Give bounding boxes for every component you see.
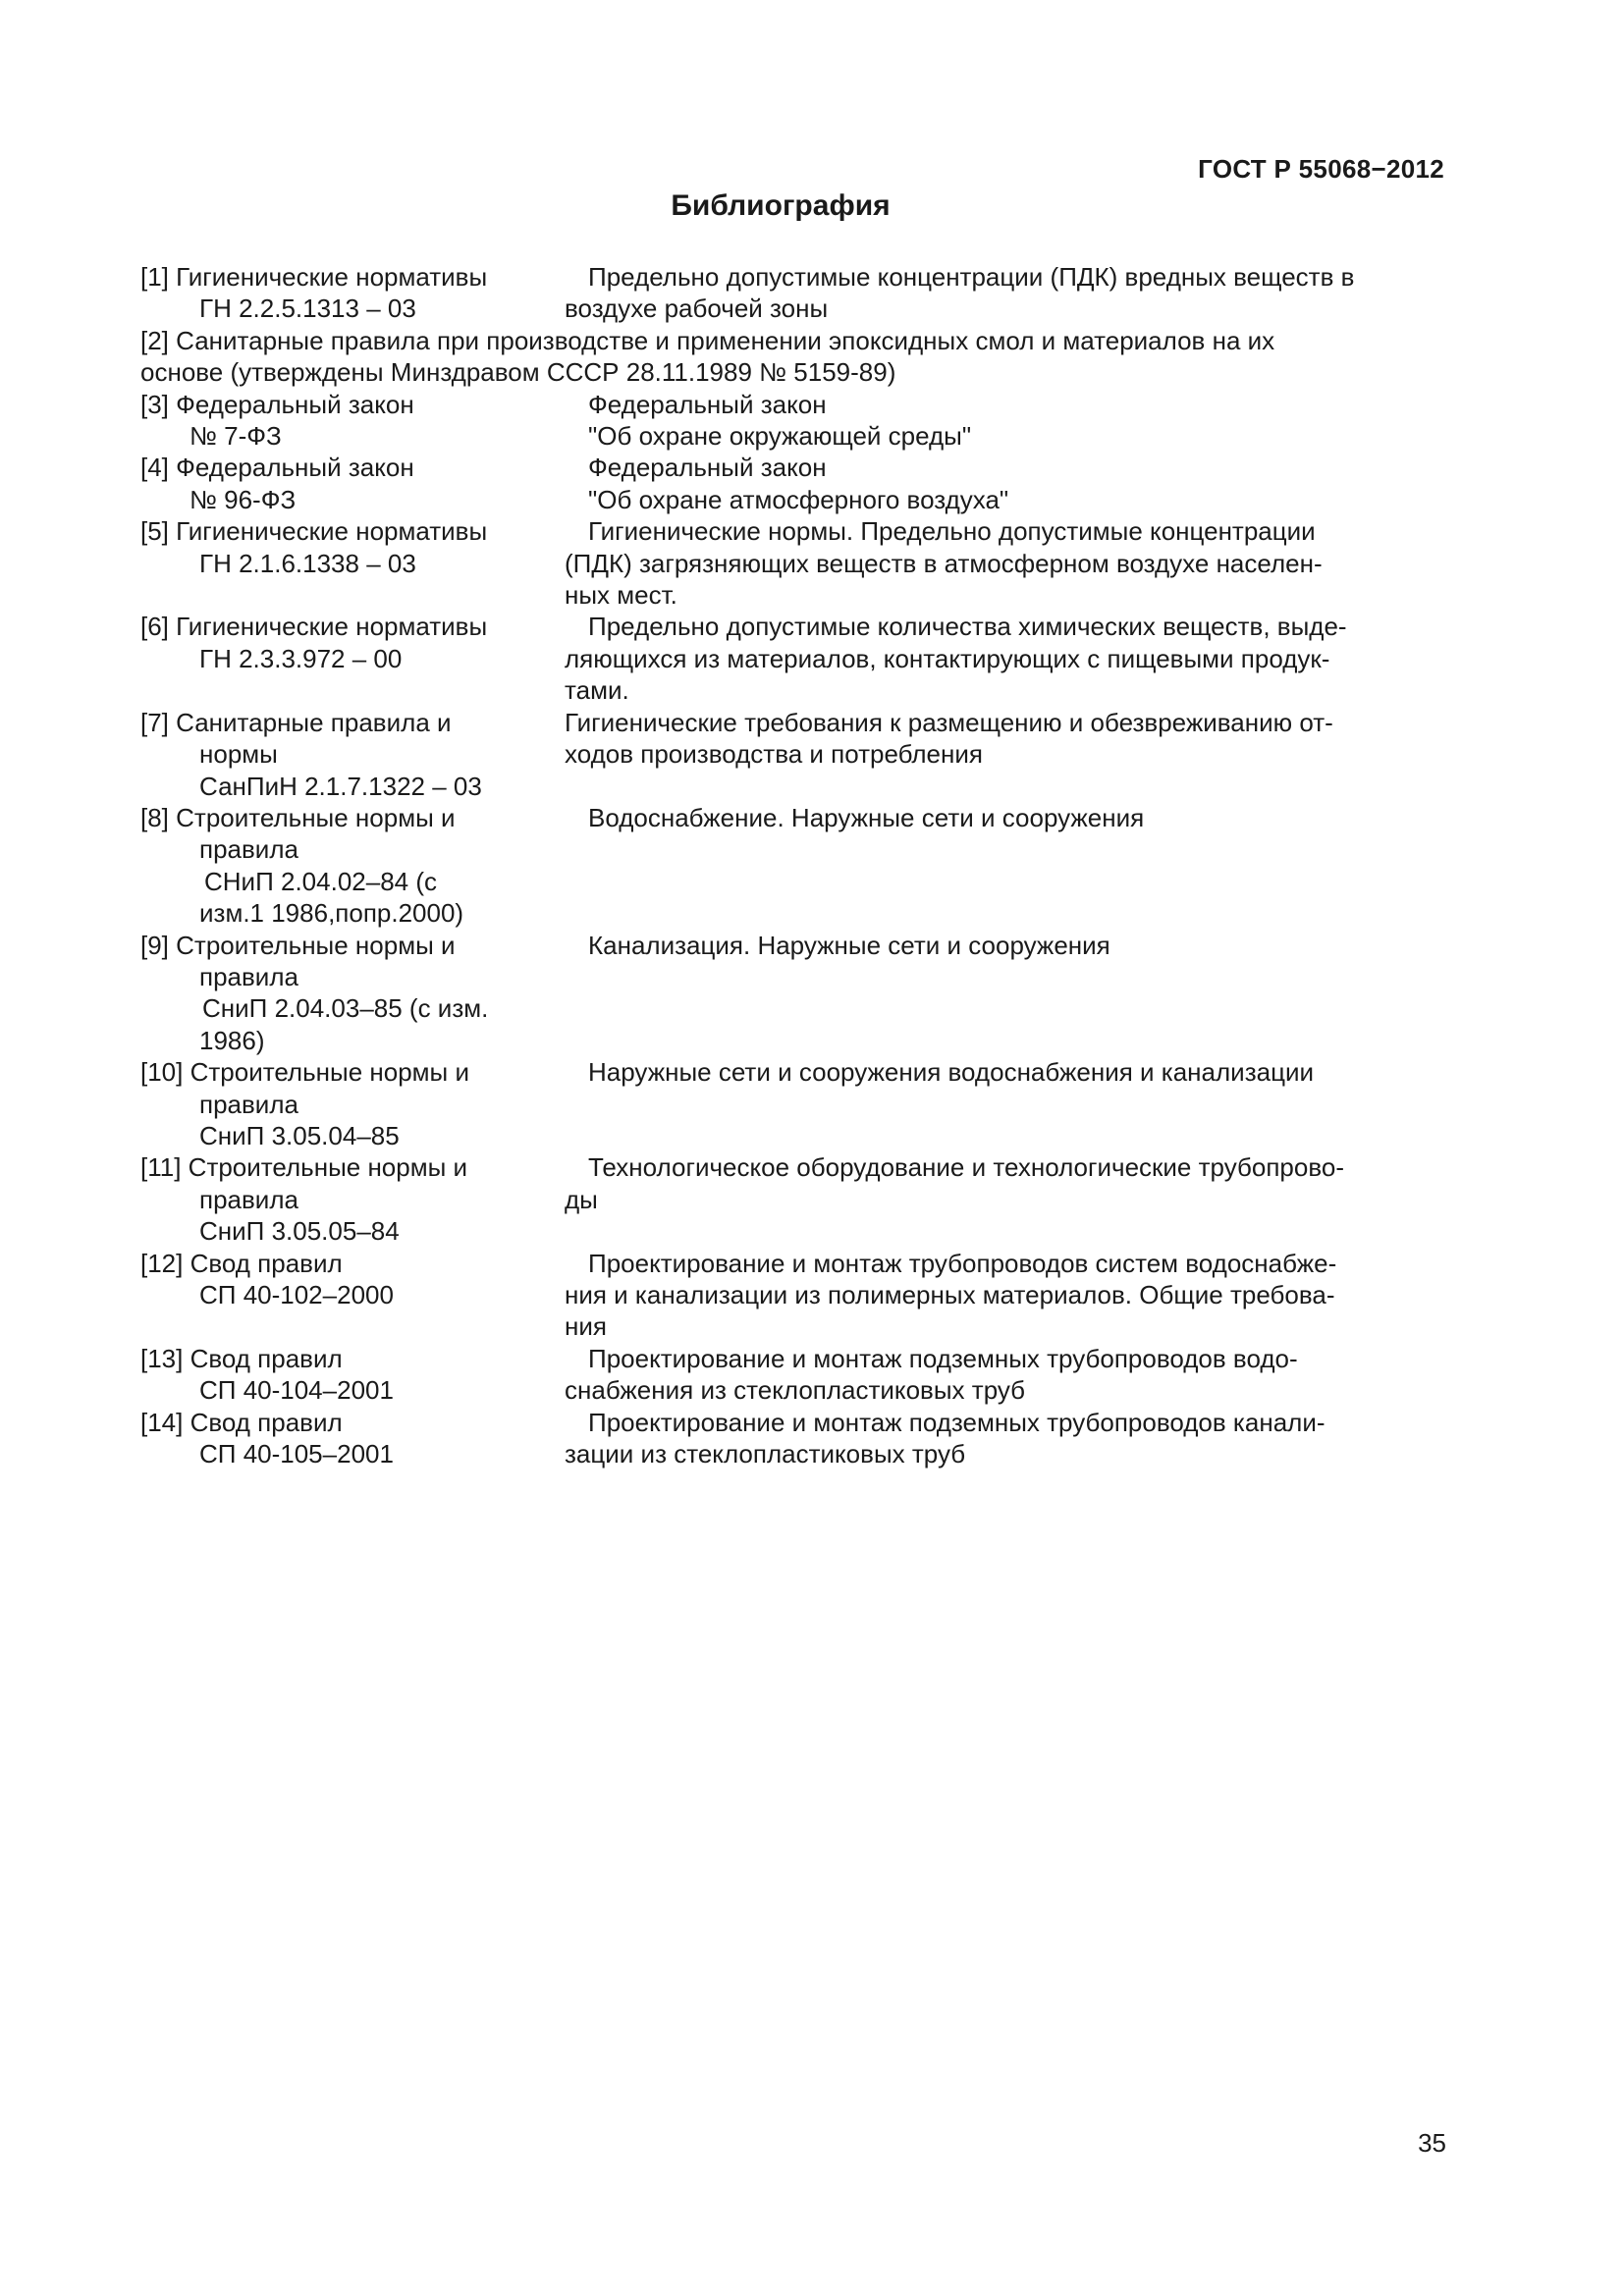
entry-code: СП 40-102–2000 <box>199 1280 394 1309</box>
entry-reference <box>140 515 565 579</box>
entry-reference <box>140 1056 565 1151</box>
bibliography-entry-6 <box>140 611 1422 706</box>
entry-title: [8] Строительные нормы и <box>140 802 456 832</box>
entry-description-line: ляющихся из материалов, контактирующих с пищевыми продук- <box>565 643 1330 673</box>
entry-description-line: Федеральный закон <box>588 453 827 483</box>
entry-description-line: ды <box>565 1184 598 1214</box>
entry-description <box>565 1248 1422 1343</box>
entry-reference <box>140 389 565 453</box>
entry-description <box>565 515 1422 611</box>
entry-title: [1] Гигиенические нормативы <box>140 262 488 292</box>
entry-description-line: Предельно допустимые концентрации (ПДК) вредных веществ в <box>588 262 1355 292</box>
entry-code: СниП 3.05.05–84 <box>199 1216 400 1247</box>
entry-title: [11] Строительные нормы и <box>140 1152 468 1183</box>
entry-description <box>565 1151 1422 1215</box>
entry-title: [12] Свод правил <box>140 1248 343 1278</box>
entry-description <box>565 930 1422 961</box>
bibliography-entry-11 <box>140 1151 1422 1247</box>
entry-title-cont: правила <box>199 1089 298 1119</box>
entry-description-line: Проектирование и монтаж трубопроводов систем водоснабже- <box>588 1248 1337 1278</box>
entry-code: № 96-ФЗ <box>189 484 297 514</box>
bibliography-entry-3 <box>140 389 1422 453</box>
entry-description-line: тами. <box>565 675 629 706</box>
entry-code: СП 40-104–2001 <box>199 1375 394 1406</box>
entry-description <box>565 611 1422 706</box>
bibliography-entry-2 <box>140 325 1422 389</box>
entry-description-line: "Об охране окружающей среды" <box>588 421 972 452</box>
entry-description-line: ходов производства и потребления <box>565 739 983 770</box>
entry-title: [3] Федеральный закон <box>140 389 414 419</box>
entry-description-line: Проектирование и монтаж подземных трубопроводов водо- <box>588 1343 1298 1373</box>
bibliography-entry-13 <box>140 1343 1422 1407</box>
entry-title-cont: правила <box>199 834 298 865</box>
bibliography-entry-12 <box>140 1248 1422 1343</box>
entry-description <box>565 1056 1422 1088</box>
entry-title: [14] Свод правил <box>140 1407 343 1437</box>
entry-description-line: ных мест. <box>565 580 677 611</box>
entry-reference <box>140 1343 565 1407</box>
entry-reference <box>140 1248 565 1311</box>
entry-title-cont: правила <box>199 1184 298 1214</box>
bibliography-entry-5 <box>140 515 1422 611</box>
entry-code: СниП 3.05.04–85 <box>199 1120 400 1150</box>
bibliography-entry-10 <box>140 1056 1422 1151</box>
document-code: ГОСТ Р 55068−2012 <box>1198 154 1444 184</box>
entry-reference <box>140 802 565 930</box>
entry-code: ГН 2.3.3.972 – 00 <box>199 643 403 673</box>
entry-reference <box>140 261 565 325</box>
entry-reference <box>140 1151 565 1247</box>
entry-full-line: основе (утверждены Минздравом СССР 28.11.1989 № 5159-89) <box>140 357 896 388</box>
entry-code: СП 40-105–2001 <box>199 1439 394 1469</box>
entry-code: СниП 2.04.03–85 (с изм. <box>202 993 489 1024</box>
entry-reference <box>140 930 565 1057</box>
entry-title: [10] Строительные нормы и <box>140 1057 469 1088</box>
entry-reference <box>140 707 565 802</box>
entry-description-line: Водоснабжение. Наружные сети и сооружения <box>588 802 1145 832</box>
entry-code: СанПиН 2.1.7.1322 – 03 <box>199 771 482 801</box>
entry-code: № 7-ФЗ <box>189 421 282 452</box>
entry-description-line: ния <box>565 1311 607 1342</box>
entry-full-line: [2] Санитарные правила при производстве и применении эпоксидных смол и материалов на их <box>140 325 1275 355</box>
bibliography-entry-1 <box>140 261 1422 325</box>
entry-description-line: ния и канализации из полимерных материалов. Общие требова- <box>565 1280 1335 1309</box>
entry-description <box>565 452 1422 515</box>
entry-title-cont: правила <box>199 961 298 991</box>
entry-description-line: Гигиенические требования к размещению и обезвреживанию от- <box>565 707 1333 737</box>
entry-title: [5] Гигиенические нормативы <box>140 516 488 547</box>
entry-description-line: Федеральный закон <box>588 389 827 419</box>
entry-title: [9] Строительные нормы и <box>140 930 456 960</box>
entry-description-line: Проектирование и монтаж подземных трубопроводов канали- <box>588 1407 1325 1437</box>
bibliography-entry-14 <box>140 1407 1422 1470</box>
page-title: Библиография <box>671 189 891 222</box>
page-number: 35 <box>1418 2128 1446 2158</box>
entry-reference <box>140 452 565 515</box>
entry-code: СНиП 2.04.02–84 (с <box>204 866 437 896</box>
entry-description <box>565 261 1422 325</box>
bibliography-entry-4 <box>140 452 1422 515</box>
entry-description <box>565 389 1422 453</box>
entry-title-cont: нормы <box>199 739 278 770</box>
entry-reference <box>140 611 565 674</box>
entry-description-line: Гигиенические нормы. Предельно допустимые концентрации <box>588 516 1316 547</box>
entry-description-line: воздухе рабочей зоны <box>565 294 829 324</box>
entry-description-line: зации из стеклопластиковых труб <box>565 1439 966 1469</box>
entry-description-line: (ПДК) загрязняющих веществ в атмосферном воздухе населен- <box>565 548 1323 578</box>
entry-reference <box>140 1407 565 1470</box>
bibliography-list <box>140 261 1422 1469</box>
entry-description-line: Наружные сети и сооружения водоснабжения и канализации <box>588 1057 1315 1088</box>
entry-description <box>565 1343 1422 1407</box>
entry-description <box>565 707 1422 771</box>
entry-code: ГН 2.1.6.1338 – 03 <box>199 548 416 578</box>
entry-code-cont: 1986) <box>199 1025 265 1055</box>
entry-description-line: снабжения из стеклопластиковых труб <box>565 1375 1026 1406</box>
entry-code-cont: изм.1 1986,попр.2000) <box>199 898 464 929</box>
entry-description-line: Предельно допустимые количества химических веществ, выде- <box>588 612 1347 642</box>
entry-title: [13] Свод правил <box>140 1343 343 1373</box>
entry-title: [7] Санитарные правила и <box>140 707 452 737</box>
bibliography-entry-9 <box>140 930 1422 1057</box>
bibliography-entry-7 <box>140 707 1422 802</box>
entry-description-line: "Об охране атмосферного воздуха" <box>588 484 1009 514</box>
entry-description <box>565 1407 1422 1470</box>
entry-title: [4] Федеральный закон <box>140 453 414 483</box>
bibliography-entry-8 <box>140 802 1422 930</box>
entry-description-line: Технологическое оборудование и технологические трубопрово- <box>588 1152 1344 1183</box>
entry-code: ГН 2.2.5.1313 – 03 <box>199 294 416 324</box>
entry-title: [6] Гигиенические нормативы <box>140 612 488 642</box>
entry-description-line: Канализация. Наружные сети и сооружения <box>588 930 1110 960</box>
entry-description <box>565 802 1422 833</box>
